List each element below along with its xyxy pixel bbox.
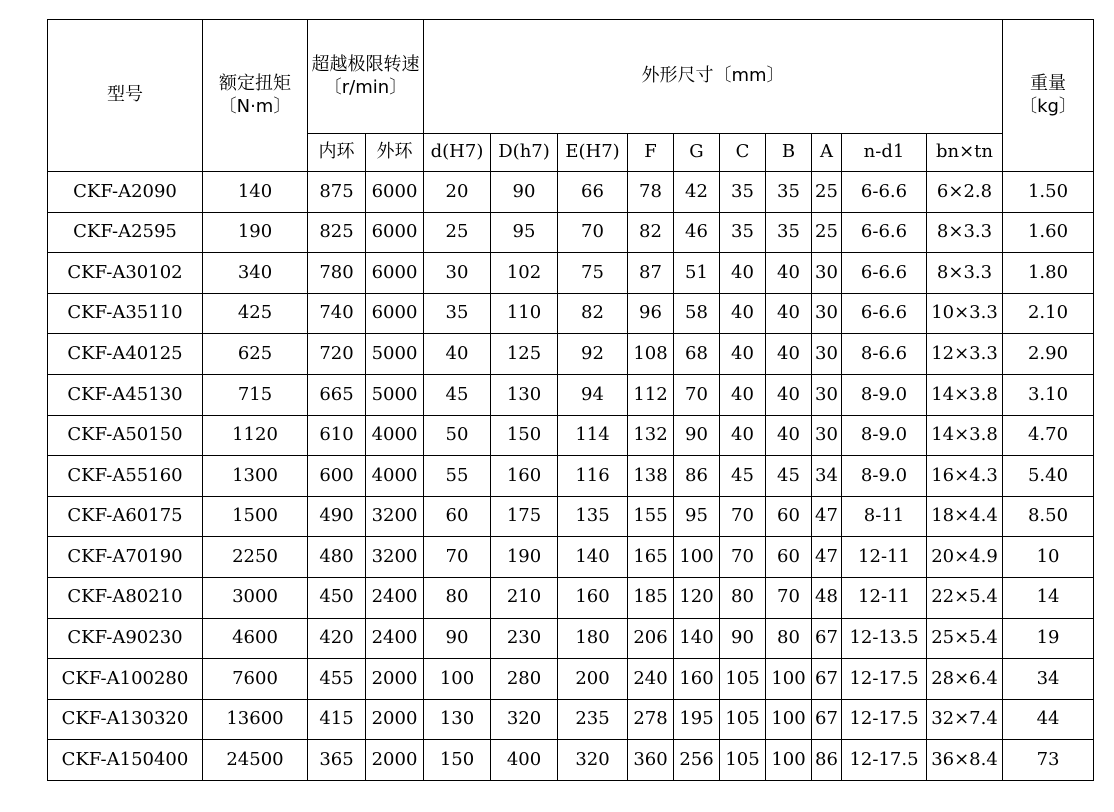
cell-speed-outer: 2400 bbox=[366, 577, 424, 618]
table-row bbox=[48, 212, 1094, 253]
cell-speed-outer: 3200 bbox=[366, 537, 424, 578]
cell-torque: 140 bbox=[203, 172, 308, 213]
cell-E: 160 bbox=[558, 577, 628, 618]
cell-F: 206 bbox=[628, 618, 674, 659]
header-model-label: 型号 bbox=[107, 84, 143, 106]
cell-speed-outer: 6000 bbox=[366, 212, 424, 253]
cell-E: 92 bbox=[558, 334, 628, 375]
cell-bntn: 10×3.3 bbox=[927, 293, 1003, 334]
cell-bntn: 28×6.4 bbox=[927, 659, 1003, 700]
cell-bntn: 20×4.9 bbox=[927, 537, 1003, 578]
cell-C: 40 bbox=[720, 374, 766, 415]
cell-nd1: 8-6.6 bbox=[842, 334, 927, 375]
cell-speed-inner: 720 bbox=[308, 334, 366, 375]
cell-A: 30 bbox=[812, 415, 842, 456]
cell-model: CKF-A90230 bbox=[48, 618, 203, 659]
cell-model: CKF-A80210 bbox=[48, 577, 203, 618]
cell-speed-outer: 5000 bbox=[366, 334, 424, 375]
cell-model: CKF-A130320 bbox=[48, 699, 203, 740]
cell-bntn: 32×7.4 bbox=[927, 699, 1003, 740]
cell-E: 114 bbox=[558, 415, 628, 456]
cell-A: 48 bbox=[812, 577, 842, 618]
cell-E: 70 bbox=[558, 212, 628, 253]
cell-D: 280 bbox=[491, 659, 558, 700]
cell-speed-outer: 2000 bbox=[366, 699, 424, 740]
cell-d: 80 bbox=[424, 577, 491, 618]
cell-E: 66 bbox=[558, 172, 628, 213]
cell-bntn: 16×4.3 bbox=[927, 456, 1003, 497]
cell-E: 135 bbox=[558, 496, 628, 537]
cell-C: 35 bbox=[720, 172, 766, 213]
cell-nd1: 6-6.6 bbox=[842, 172, 927, 213]
cell-speed-outer: 2400 bbox=[366, 618, 424, 659]
cell-speed-outer: 2000 bbox=[366, 740, 424, 781]
cell-weight: 2.90 bbox=[1003, 334, 1094, 375]
cell-A: 67 bbox=[812, 618, 842, 659]
header-weight-unit: 〔kg〕 bbox=[1019, 95, 1077, 117]
cell-E: 75 bbox=[558, 253, 628, 294]
cell-torque: 13600 bbox=[203, 699, 308, 740]
header-d: d(H7) bbox=[424, 134, 491, 172]
cell-B: 40 bbox=[766, 293, 812, 334]
cell-nd1: 12-11 bbox=[842, 577, 927, 618]
cell-B: 40 bbox=[766, 334, 812, 375]
header-A: A bbox=[812, 134, 842, 172]
header-C: C bbox=[720, 134, 766, 172]
cell-D: 130 bbox=[491, 374, 558, 415]
table-row bbox=[48, 374, 1094, 415]
cell-A: 47 bbox=[812, 496, 842, 537]
header-nd1: n-d1 bbox=[842, 134, 927, 172]
cell-d: 100 bbox=[424, 659, 491, 700]
cell-F: 278 bbox=[628, 699, 674, 740]
header-torque-unit: 〔N·m〕 bbox=[218, 95, 292, 117]
cell-weight: 5.40 bbox=[1003, 456, 1094, 497]
cell-C: 80 bbox=[720, 577, 766, 618]
cell-weight: 4.70 bbox=[1003, 415, 1094, 456]
cell-d: 40 bbox=[424, 334, 491, 375]
cell-bntn: 14×3.8 bbox=[927, 415, 1003, 456]
cell-speed-inner: 490 bbox=[308, 496, 366, 537]
cell-speed-outer: 6000 bbox=[366, 172, 424, 213]
cell-speed-inner: 420 bbox=[308, 618, 366, 659]
cell-model: CKF-A2595 bbox=[48, 212, 203, 253]
cell-speed-outer: 4000 bbox=[366, 456, 424, 497]
spec-table bbox=[47, 19, 1094, 781]
cell-model: CKF-A45130 bbox=[48, 374, 203, 415]
cell-d: 60 bbox=[424, 496, 491, 537]
cell-D: 95 bbox=[491, 212, 558, 253]
cell-d: 35 bbox=[424, 293, 491, 334]
cell-weight: 2.10 bbox=[1003, 293, 1094, 334]
cell-d: 45 bbox=[424, 374, 491, 415]
cell-F: 240 bbox=[628, 659, 674, 700]
cell-bntn: 14×3.8 bbox=[927, 374, 1003, 415]
cell-weight: 1.80 bbox=[1003, 253, 1094, 294]
table-row bbox=[48, 415, 1094, 456]
header-speed-inner: 内环 bbox=[308, 134, 366, 172]
cell-E: 320 bbox=[558, 740, 628, 781]
header-F: F bbox=[628, 134, 674, 172]
cell-d: 50 bbox=[424, 415, 491, 456]
cell-G: 95 bbox=[674, 496, 720, 537]
cell-torque: 4600 bbox=[203, 618, 308, 659]
cell-weight: 14 bbox=[1003, 577, 1094, 618]
cell-D: 150 bbox=[491, 415, 558, 456]
cell-bntn: 8×3.3 bbox=[927, 253, 1003, 294]
cell-B: 40 bbox=[766, 253, 812, 294]
cell-E: 116 bbox=[558, 456, 628, 497]
cell-torque: 1120 bbox=[203, 415, 308, 456]
cell-A: 25 bbox=[812, 212, 842, 253]
cell-A: 25 bbox=[812, 172, 842, 213]
cell-nd1: 6-6.6 bbox=[842, 212, 927, 253]
cell-speed-outer: 2000 bbox=[366, 659, 424, 700]
cell-C: 45 bbox=[720, 456, 766, 497]
cell-bntn: 25×5.4 bbox=[927, 618, 1003, 659]
cell-model: CKF-A100280 bbox=[48, 659, 203, 700]
cell-nd1: 6-6.6 bbox=[842, 253, 927, 294]
cell-F: 87 bbox=[628, 253, 674, 294]
cell-speed-inner: 875 bbox=[308, 172, 366, 213]
cell-nd1: 12-17.5 bbox=[842, 699, 927, 740]
header-dimensions bbox=[424, 20, 1003, 134]
cell-speed-inner: 825 bbox=[308, 212, 366, 253]
cell-A: 30 bbox=[812, 374, 842, 415]
cell-bntn: 18×4.4 bbox=[927, 496, 1003, 537]
header-model bbox=[48, 20, 203, 172]
header-dimensions-label: 外形尺寸〔mm〕 bbox=[641, 65, 785, 87]
cell-nd1: 8-11 bbox=[842, 496, 927, 537]
header-torque-label: 额定扭矩 bbox=[219, 73, 291, 94]
cell-B: 100 bbox=[766, 740, 812, 781]
cell-speed-inner: 415 bbox=[308, 699, 366, 740]
header-speed-label: 超越极限转速 bbox=[311, 54, 420, 75]
cell-weight: 1.50 bbox=[1003, 172, 1094, 213]
header-row-1 bbox=[48, 20, 1094, 134]
cell-d: 30 bbox=[424, 253, 491, 294]
cell-model: CKF-A60175 bbox=[48, 496, 203, 537]
cell-B: 60 bbox=[766, 496, 812, 537]
cell-C: 70 bbox=[720, 537, 766, 578]
header-speed-outer: 外环 bbox=[366, 134, 424, 172]
cell-B: 100 bbox=[766, 699, 812, 740]
cell-B: 40 bbox=[766, 374, 812, 415]
cell-A: 86 bbox=[812, 740, 842, 781]
cell-A: 30 bbox=[812, 293, 842, 334]
cell-torque: 2250 bbox=[203, 537, 308, 578]
cell-C: 105 bbox=[720, 699, 766, 740]
table-row bbox=[48, 659, 1094, 700]
table-body bbox=[48, 172, 1094, 781]
cell-speed-outer: 6000 bbox=[366, 253, 424, 294]
table-row bbox=[48, 293, 1094, 334]
cell-F: 155 bbox=[628, 496, 674, 537]
cell-C: 40 bbox=[720, 415, 766, 456]
cell-d: 25 bbox=[424, 212, 491, 253]
header-speed bbox=[308, 20, 424, 134]
cell-model: CKF-A2090 bbox=[48, 172, 203, 213]
table-row bbox=[48, 618, 1094, 659]
cell-F: 132 bbox=[628, 415, 674, 456]
cell-G: 140 bbox=[674, 618, 720, 659]
cell-model: CKF-A55160 bbox=[48, 456, 203, 497]
cell-torque: 1300 bbox=[203, 456, 308, 497]
cell-G: 120 bbox=[674, 577, 720, 618]
cell-F: 108 bbox=[628, 334, 674, 375]
cell-nd1: 8-9.0 bbox=[842, 374, 927, 415]
cell-A: 30 bbox=[812, 334, 842, 375]
cell-B: 40 bbox=[766, 415, 812, 456]
header-speed-unit: 〔r/min〕 bbox=[323, 76, 408, 98]
cell-A: 67 bbox=[812, 659, 842, 700]
table-row bbox=[48, 334, 1094, 375]
cell-D: 90 bbox=[491, 172, 558, 213]
cell-weight: 73 bbox=[1003, 740, 1094, 781]
cell-D: 400 bbox=[491, 740, 558, 781]
cell-speed-outer: 3200 bbox=[366, 496, 424, 537]
cell-B: 35 bbox=[766, 212, 812, 253]
cell-nd1: 12-11 bbox=[842, 537, 927, 578]
cell-G: 68 bbox=[674, 334, 720, 375]
cell-torque: 24500 bbox=[203, 740, 308, 781]
cell-d: 20 bbox=[424, 172, 491, 213]
cell-B: 80 bbox=[766, 618, 812, 659]
header-E: E(H7) bbox=[558, 134, 628, 172]
cell-C: 40 bbox=[720, 293, 766, 334]
cell-speed-inner: 610 bbox=[308, 415, 366, 456]
cell-nd1: 8-9.0 bbox=[842, 415, 927, 456]
cell-speed-inner: 480 bbox=[308, 537, 366, 578]
cell-G: 86 bbox=[674, 456, 720, 497]
cell-nd1: 12-13.5 bbox=[842, 618, 927, 659]
cell-torque: 340 bbox=[203, 253, 308, 294]
cell-B: 100 bbox=[766, 659, 812, 700]
cell-nd1: 12-17.5 bbox=[842, 740, 927, 781]
cell-C: 105 bbox=[720, 659, 766, 700]
table-row bbox=[48, 456, 1094, 497]
cell-G: 46 bbox=[674, 212, 720, 253]
cell-d: 130 bbox=[424, 699, 491, 740]
cell-F: 82 bbox=[628, 212, 674, 253]
cell-G: 51 bbox=[674, 253, 720, 294]
cell-F: 78 bbox=[628, 172, 674, 213]
cell-bntn: 8×3.3 bbox=[927, 212, 1003, 253]
table-row bbox=[48, 577, 1094, 618]
header-D: D(h7) bbox=[491, 134, 558, 172]
cell-D: 175 bbox=[491, 496, 558, 537]
cell-model: CKF-A35110 bbox=[48, 293, 203, 334]
cell-model: CKF-A70190 bbox=[48, 537, 203, 578]
cell-weight: 8.50 bbox=[1003, 496, 1094, 537]
cell-torque: 715 bbox=[203, 374, 308, 415]
cell-D: 160 bbox=[491, 456, 558, 497]
cell-speed-inner: 665 bbox=[308, 374, 366, 415]
cell-A: 47 bbox=[812, 537, 842, 578]
table-row bbox=[48, 253, 1094, 294]
cell-bntn: 36×8.4 bbox=[927, 740, 1003, 781]
cell-A: 67 bbox=[812, 699, 842, 740]
cell-G: 195 bbox=[674, 699, 720, 740]
cell-nd1: 6-6.6 bbox=[842, 293, 927, 334]
cell-speed-outer: 5000 bbox=[366, 374, 424, 415]
table-row bbox=[48, 496, 1094, 537]
cell-F: 360 bbox=[628, 740, 674, 781]
table-row bbox=[48, 537, 1094, 578]
cell-B: 70 bbox=[766, 577, 812, 618]
header-bntn: bn×tn bbox=[927, 134, 1003, 172]
cell-model: CKF-A150400 bbox=[48, 740, 203, 781]
cell-torque: 1500 bbox=[203, 496, 308, 537]
cell-speed-inner: 365 bbox=[308, 740, 366, 781]
cell-d: 70 bbox=[424, 537, 491, 578]
cell-C: 40 bbox=[720, 253, 766, 294]
cell-weight: 19 bbox=[1003, 618, 1094, 659]
cell-speed-inner: 450 bbox=[308, 577, 366, 618]
cell-F: 138 bbox=[628, 456, 674, 497]
cell-A: 34 bbox=[812, 456, 842, 497]
cell-D: 125 bbox=[491, 334, 558, 375]
cell-E: 82 bbox=[558, 293, 628, 334]
cell-G: 42 bbox=[674, 172, 720, 213]
cell-speed-outer: 4000 bbox=[366, 415, 424, 456]
cell-F: 96 bbox=[628, 293, 674, 334]
header-G: G bbox=[674, 134, 720, 172]
cell-model: CKF-A30102 bbox=[48, 253, 203, 294]
cell-bntn: 6×2.8 bbox=[927, 172, 1003, 213]
cell-F: 112 bbox=[628, 374, 674, 415]
cell-B: 35 bbox=[766, 172, 812, 213]
header-torque bbox=[203, 20, 308, 172]
cell-bntn: 22×5.4 bbox=[927, 577, 1003, 618]
header-weight bbox=[1003, 20, 1094, 172]
cell-G: 160 bbox=[674, 659, 720, 700]
cell-C: 70 bbox=[720, 496, 766, 537]
cell-E: 200 bbox=[558, 659, 628, 700]
cell-torque: 3000 bbox=[203, 577, 308, 618]
cell-d: 150 bbox=[424, 740, 491, 781]
cell-D: 190 bbox=[491, 537, 558, 578]
cell-E: 180 bbox=[558, 618, 628, 659]
cell-G: 100 bbox=[674, 537, 720, 578]
cell-model: CKF-A40125 bbox=[48, 334, 203, 375]
cell-E: 235 bbox=[558, 699, 628, 740]
cell-A: 30 bbox=[812, 253, 842, 294]
cell-G: 256 bbox=[674, 740, 720, 781]
cell-speed-inner: 780 bbox=[308, 253, 366, 294]
cell-E: 94 bbox=[558, 374, 628, 415]
header-weight-label: 重量 bbox=[1030, 73, 1067, 94]
cell-nd1: 8-9.0 bbox=[842, 456, 927, 497]
table-row bbox=[48, 740, 1094, 781]
cell-G: 58 bbox=[674, 293, 720, 334]
cell-weight: 3.10 bbox=[1003, 374, 1094, 415]
header-B: B bbox=[766, 134, 812, 172]
cell-torque: 190 bbox=[203, 212, 308, 253]
cell-D: 110 bbox=[491, 293, 558, 334]
cell-speed-outer: 6000 bbox=[366, 293, 424, 334]
cell-E: 140 bbox=[558, 537, 628, 578]
cell-D: 320 bbox=[491, 699, 558, 740]
cell-D: 210 bbox=[491, 577, 558, 618]
cell-G: 70 bbox=[674, 374, 720, 415]
cell-C: 40 bbox=[720, 334, 766, 375]
cell-D: 102 bbox=[491, 253, 558, 294]
cell-D: 230 bbox=[491, 618, 558, 659]
cell-speed-inner: 600 bbox=[308, 456, 366, 497]
table-row bbox=[48, 172, 1094, 213]
cell-nd1: 12-17.5 bbox=[842, 659, 927, 700]
cell-B: 45 bbox=[766, 456, 812, 497]
cell-model: CKF-A50150 bbox=[48, 415, 203, 456]
cell-weight: 44 bbox=[1003, 699, 1094, 740]
cell-F: 165 bbox=[628, 537, 674, 578]
cell-F: 185 bbox=[628, 577, 674, 618]
cell-torque: 425 bbox=[203, 293, 308, 334]
cell-d: 90 bbox=[424, 618, 491, 659]
cell-B: 60 bbox=[766, 537, 812, 578]
table-row bbox=[48, 699, 1094, 740]
cell-speed-inner: 740 bbox=[308, 293, 366, 334]
cell-weight: 34 bbox=[1003, 659, 1094, 700]
cell-torque: 7600 bbox=[203, 659, 308, 700]
cell-weight: 1.60 bbox=[1003, 212, 1094, 253]
cell-C: 90 bbox=[720, 618, 766, 659]
cell-speed-inner: 455 bbox=[308, 659, 366, 700]
cell-d: 55 bbox=[424, 456, 491, 497]
cell-C: 105 bbox=[720, 740, 766, 781]
cell-bntn: 12×3.3 bbox=[927, 334, 1003, 375]
cell-G: 90 bbox=[674, 415, 720, 456]
cell-C: 35 bbox=[720, 212, 766, 253]
cell-torque: 625 bbox=[203, 334, 308, 375]
cell-weight: 10 bbox=[1003, 537, 1094, 578]
